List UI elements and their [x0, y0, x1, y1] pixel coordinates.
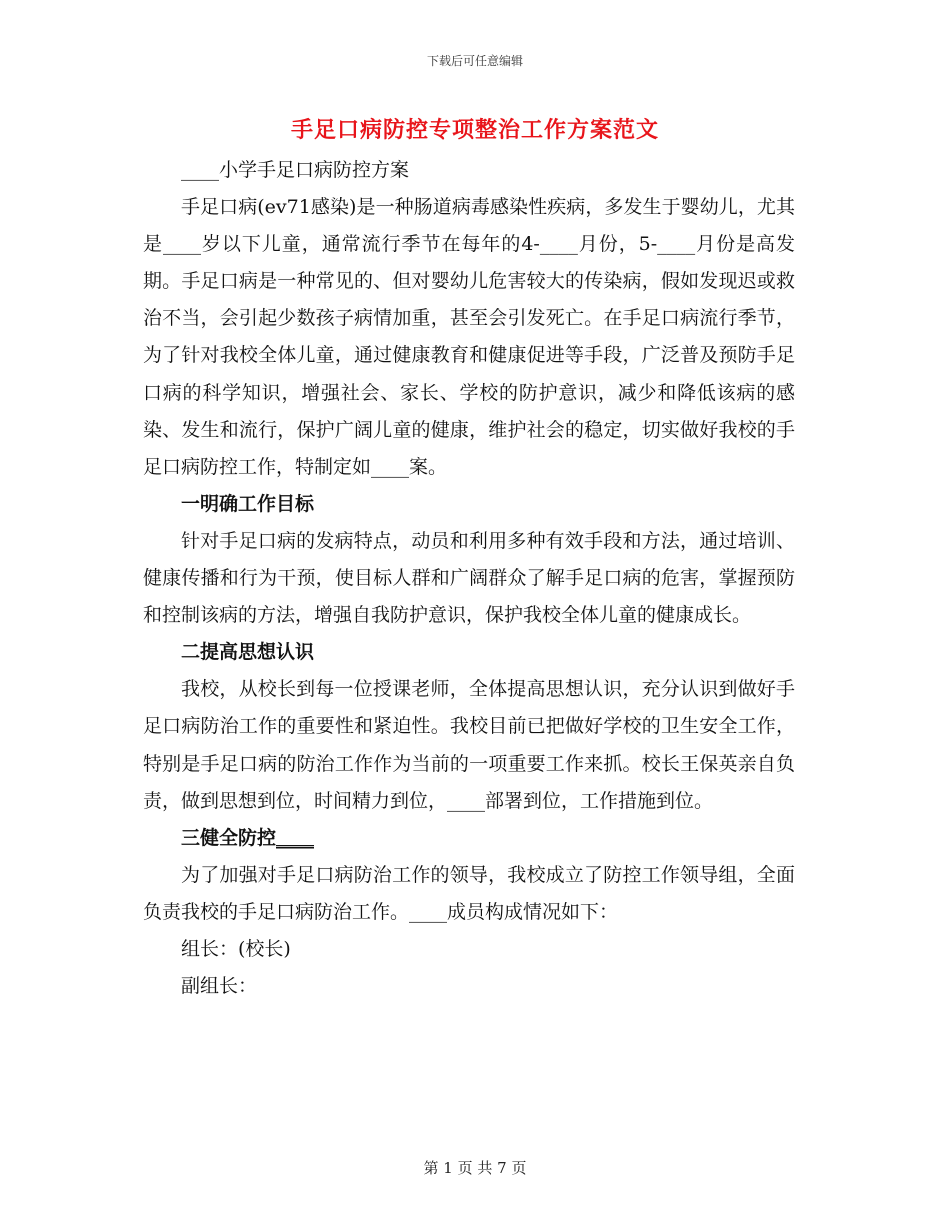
section3-body: 为了加强对手足口病防治工作的领导，我校成立了防控工作领导组，全面负责我校的手足口病防治工作。____成员构成情况如下： [143, 863, 795, 923]
document-body [143, 152, 795, 1005]
intro-paragraph: 手足口病(ev71感染)是一种肠道病毒感染性疾病，多发生于婴幼儿，尤其是____岁以下儿童，通常流行季节在每年的4-____月份，5-____月份是高发期。手足口病是一种常见的、但对婴幼儿危害较大的传染病，假如发现迟或救治不当，会引起少数孩子病情加重，甚至会引发死亡。在手足口病流行季节，为了针对我校全体儿童，通过健康教育和健康促进等手段，广泛普及预防手足口病的科学知识，增强社会、家长、学校的防护意识，减少和降低该病的感染、发生和流行，保护广阔儿童的健康，维护社会的稳定，切实做好我校的手足口病防控工作，特制定如____案。 [143, 196, 795, 478]
page-header: 下载后可任意编辑 [426, 54, 523, 68]
section3-heading-text: 三健全防控 [181, 826, 277, 849]
deputy-line: 副组长： [181, 975, 258, 998]
section2-body: 我校，从校长到每一位授课老师，全体提高思想认识，充分认识到做好手足口病防治工作的重要性和紧迫性。我校目前已把做好学校的卫生安全工作，特别是手足口病的防治工作作为当前的一项重要工作来抓。校长王保英亲自负责，做到思想到位，时间精力到位，____部署到位，工作措施到位。 [143, 678, 795, 812]
section3-heading-blank: ____ [276, 826, 315, 849]
section2-heading: 二提高思想认识 [181, 641, 315, 664]
section1-body: 针对手足口病的发病特点，动员和利用多种有效手段和方法，通过培训、健康传播和行为干预，使目标人群和广阔群众了解手足口病的危害，掌握预防和控制该病的方法，增强自我防护意识，保护我校全体儿童的健康成长。 [143, 529, 795, 627]
document-title: 手足口病防控专项整治工作方案范文 [290, 117, 659, 143]
subtitle: ____小学手足口病防控方案 [181, 159, 410, 181]
page-footer: 第 1 页 共 7 页 [423, 1159, 527, 1177]
section1-heading: 一明确工作目标 [181, 492, 315, 515]
leader-line: 组长：(校长) [181, 937, 291, 960]
section3-heading [143, 820, 795, 857]
